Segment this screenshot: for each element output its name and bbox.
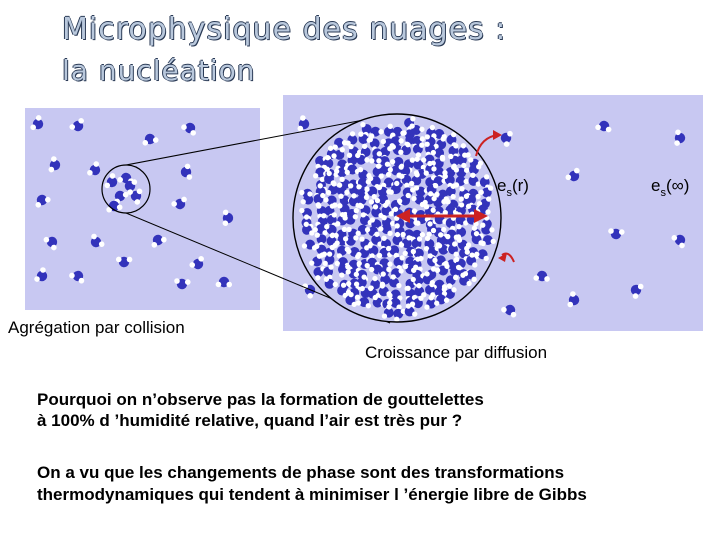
collision-caption: Agrégation par collision [8,318,185,337]
page-title-line1: Microphysique des nuages : [62,12,507,47]
question-line1: Pourquoi on n’observe pas la formation de gouttelettes [37,390,484,409]
question-line2: à 100% d ’humidité relative, quand l’air est très pur ? [37,411,463,430]
es-infinity-label: $e_s(\infty)$ [651,176,690,199]
es-r-label: $e_s(r)$ [497,176,529,199]
answer-line1: On a vu que les changements de phase sont des transformations [37,463,565,482]
diffusion-caption: Croissance par diffusion [365,343,548,362]
answer-line2: thermodynamiques qui tendent à minimiser l ’énergie libre de Gibbs [37,485,587,504]
page-title-line2: la nucléation [62,54,256,87]
